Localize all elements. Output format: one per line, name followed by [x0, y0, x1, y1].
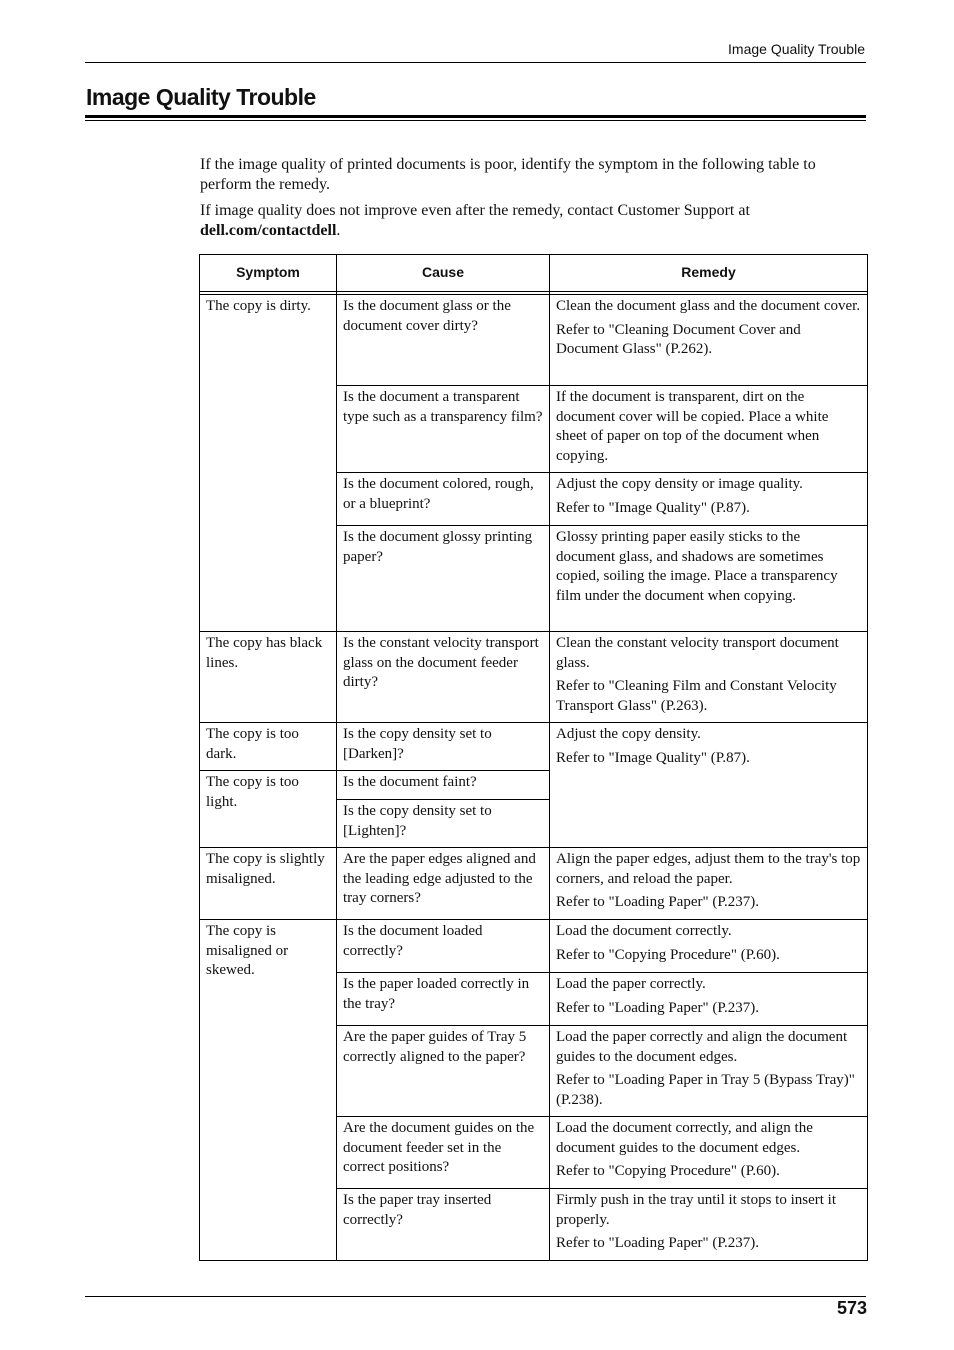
cause-cell: Is the document loaded correctly? — [337, 920, 550, 973]
contact-link[interactable]: dell.com/contactdell — [200, 221, 337, 239]
title-rule — [85, 115, 866, 118]
remedy-reference: Refer to "Loading Paper" (P.237). — [556, 894, 760, 910]
remedy-cell — [550, 1117, 868, 1189]
remedy-cell — [550, 473, 868, 526]
remedy-text: Glossy printing paper easily sticks to the document glass, and shadows are sometimes copied, soiling the image. Place a transparency film under the document when copying. — [556, 529, 838, 604]
trouble-table — [199, 254, 868, 1261]
symptom-cell: The copy has black lines. — [200, 632, 337, 723]
intro-paragraph-1: If the image quality of printed documents is poor, identify the symptom in the following table to perform the remedy. — [200, 156, 816, 193]
remedy-text: Load the paper correctly and align the document guides to the document edges. — [556, 1029, 848, 1065]
remedy-text: Adjust the copy density or image quality. — [556, 476, 803, 492]
remedy-cell — [550, 920, 868, 973]
table-row — [200, 848, 868, 920]
symptom-cell: The copy is misaligned or skewed. — [200, 920, 337, 1261]
cause-cell: Is the paper loaded correctly in the tray? — [337, 973, 550, 1026]
remedy-cell — [550, 1026, 868, 1117]
remedy-cell — [550, 386, 868, 473]
symptom-cell: The copy is dirty. — [200, 295, 337, 632]
remedy-cell — [550, 632, 868, 723]
intro-paragraph-2-text: If image quality does not improve even after the remedy, contact Customer Support at — [200, 202, 750, 219]
remedy-text: Align the paper edges, adjust them to the tray's top corners, and reload the paper. — [556, 851, 861, 887]
table-row — [200, 723, 868, 771]
remedy-reference: Refer to "Loading Paper" (P.237). — [556, 1235, 760, 1251]
symptom-cell: The copy is slightly misaligned. — [200, 848, 337, 920]
remedy-reference: Refer to "Loading Paper" (P.237). — [556, 999, 760, 1016]
cause-cell: Is the copy density set to [Darken]? — [337, 723, 550, 771]
footer-rule — [85, 1296, 866, 1297]
remedy-cell — [550, 526, 868, 632]
header-cause: Cause — [337, 255, 550, 292]
cause-cell: Is the copy density set to [Lighten]? — [337, 800, 550, 848]
running-head: Image Quality Trouble — [728, 41, 865, 57]
cause-cell: Is the document glossy printing paper? — [337, 526, 550, 632]
cause-cell: Is the document faint? — [337, 771, 550, 800]
remedy-text: Load the paper correctly. — [556, 976, 706, 992]
remedy-reference: Refer to "Copying Procedure" (P.60). — [556, 946, 780, 963]
remedy-text: If the document is transparent, dirt on the document cover will be copied. Place a white sheet of paper on top of the document when copying. — [556, 389, 829, 464]
remedy-text: Clean the document glass and the document cover. — [556, 298, 861, 314]
symptom-cell: The copy is too dark. — [200, 723, 337, 771]
intro-text — [200, 155, 860, 247]
cause-cell: Is the paper tray inserted correctly? — [337, 1189, 550, 1261]
symptom-cell: The copy is too light. — [200, 771, 337, 848]
cause-cell: Are the paper guides of Tray 5 correctly aligned to the paper? — [337, 1026, 550, 1117]
remedy-reference: Refer to "Cleaning Film and Constant Velocity Transport Glass" (P.263). — [556, 678, 837, 714]
remedy-reference: Refer to "Image Quality" (P.87). — [556, 499, 750, 516]
remedy-cell — [550, 295, 868, 386]
remedy-cell — [550, 723, 868, 848]
cause-cell: Is the document glass or the document cover dirty? — [337, 295, 550, 386]
cause-cell: Is the document a transparent type such as a transparency film? — [337, 386, 550, 473]
cause-cell: Are the paper edges aligned and the leading edge adjusted to the tray corners? — [337, 848, 550, 920]
remedy-cell — [550, 973, 868, 1026]
remedy-reference: Refer to "Cleaning Document Cover and Document Glass" (P.262). — [556, 321, 801, 357]
cause-cell: Is the document colored, rough, or a blueprint? — [337, 473, 550, 526]
remedy-text: Load the document correctly, and align the document guides to the document edges. — [556, 1120, 813, 1156]
page-title: Image Quality Trouble — [86, 84, 316, 110]
page-number: 573 — [836, 1298, 867, 1318]
remedy-reference: Refer to "Loading Paper in Tray 5 (Bypass Tray)" (P.238). — [556, 1072, 855, 1108]
header-rule — [85, 62, 866, 63]
remedy-text: Clean the constant velocity transport document glass. — [556, 635, 839, 671]
remedy-reference: Refer to "Image Quality" (P.87). — [556, 749, 750, 766]
intro-paragraph-2 — [200, 201, 860, 240]
table-row — [200, 295, 868, 386]
cause-cell: Is the constant velocity transport glass on the document feeder dirty? — [337, 632, 550, 723]
table-header-row — [200, 255, 868, 292]
remedy-cell — [550, 848, 868, 920]
remedy-cell — [550, 1189, 868, 1261]
intro-paragraph-2-end: . — [336, 221, 341, 239]
table-row — [200, 920, 868, 973]
title-rule-thin — [85, 120, 866, 121]
remedy-text: Firmly push in the tray until it stops to insert it properly. — [556, 1192, 836, 1228]
header-remedy: Remedy — [550, 255, 868, 292]
cause-cell: Are the document guides on the document feeder set in the correct positions? — [337, 1117, 550, 1189]
remedy-reference: Refer to "Copying Procedure" (P.60). — [556, 1163, 780, 1179]
remedy-text: Load the document correctly. — [556, 923, 732, 939]
header-symptom: Symptom — [200, 255, 337, 292]
table-row — [200, 632, 868, 723]
remedy-text: Adjust the copy density. — [556, 726, 701, 742]
